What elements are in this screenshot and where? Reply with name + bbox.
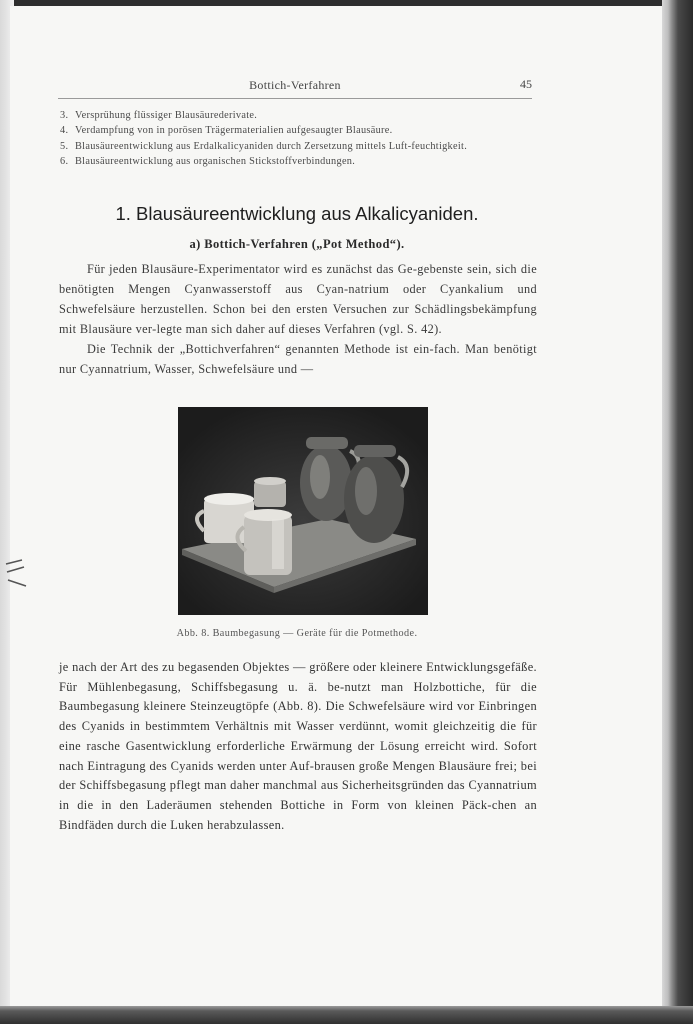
- paragraph: Die Technik der „Bottichverfahren“ genannten Methode ist ein-fach. Man benötigt nur Cyannatrium, Wasser, Schwefelsäure und —: [59, 342, 537, 377]
- scan-bottom-edge: [0, 1006, 693, 1024]
- list-item-number: 5.: [60, 140, 69, 152]
- list-item-text: Blausäureentwicklung aus Erdalkalicyaniden durch Zersetzung mittels Luft-feuchtigkeit.: [75, 140, 468, 152]
- running-title: Bottich-Verfahren: [249, 78, 341, 92]
- list-item: [60, 108, 536, 123]
- intro-text: [59, 259, 537, 380]
- list-item: [60, 123, 536, 138]
- paragraph: Für jeden Blausäure-Experimentator wird es zunächst das Ge-gebenste sein, sich die benötigten Mengen Cyanwasserstoff aus Cyan-natrium oder Cyankalium und Schwefelsäure herzustellen. Schon bei den ersten Versuchen zur Schädlingsbekämpfung mit Blausäure ver-legte man sich daher auf dieses Verfahren (vgl. S. 42).: [59, 262, 537, 337]
- list-item-text: Blausäureentwicklung aus organischen Stickstoffverbindungen.: [75, 155, 356, 167]
- figure-caption: Abb. 8. Baumbegasung — Geräte für die Potmethode.: [176, 628, 418, 639]
- page-number: 45: [520, 77, 532, 91]
- list-item: [60, 139, 536, 154]
- continuation-text: [59, 658, 537, 835]
- margin-mark-icon: [4, 558, 28, 588]
- list-item-number: 4.: [60, 125, 69, 137]
- list-item-number: 3.: [60, 110, 69, 121]
- paragraph: je nach der Art des zu begasenden Objektes — größere oder kleinere Entwicklungsgefäße. Für Mühlenbegasung, Schiffsbegasung u. ä. be-nutzt man Holzbottiche, für die Baumbegasung kleinere Steinzeugtöpfe (Abb. 8). Die Schwefelsäure wird vor Einbringen des Cyanids in bestimmtem Verhältnis mit Wasser verdünnt, womit gleichzeitig die für eine rasche Gasentwicklung erforderliche Erwärmung der Lösung erreicht wird. Sofort nach Eintragung des Cyanids werden unter Auf-brausen große Mengen Blausäure frei; bei der Schiffsbegasung pflegt man daher manchmal aus Sicherheitsgründen das Cyannatrium in die in den Laderäumen stehenden Bottiche in Form von kleinen Päck-chen an Bindfäden durch die Luken herabzulassen.: [59, 660, 537, 832]
- pot-method-vessels-image: [178, 407, 428, 615]
- running-head: [58, 76, 532, 99]
- figure-photo: [178, 407, 428, 615]
- book-spine-shadow: [662, 0, 693, 1024]
- list-item-text: Verdampfung von in porösen Trägermaterialien aufgesaugter Blausäure.: [75, 125, 393, 137]
- list-item: [60, 154, 536, 169]
- method-list: [60, 108, 536, 169]
- list-item-number: 6.: [60, 155, 69, 167]
- list-item-text: Versprühung flüssiger Blausäurederivate.: [75, 110, 258, 121]
- sub-heading: a) Bottich-Verfahren („Pot Method“).: [189, 237, 405, 251]
- section-heading: 1. Blausäureentwicklung aus Alkalicyaniden.: [115, 203, 479, 224]
